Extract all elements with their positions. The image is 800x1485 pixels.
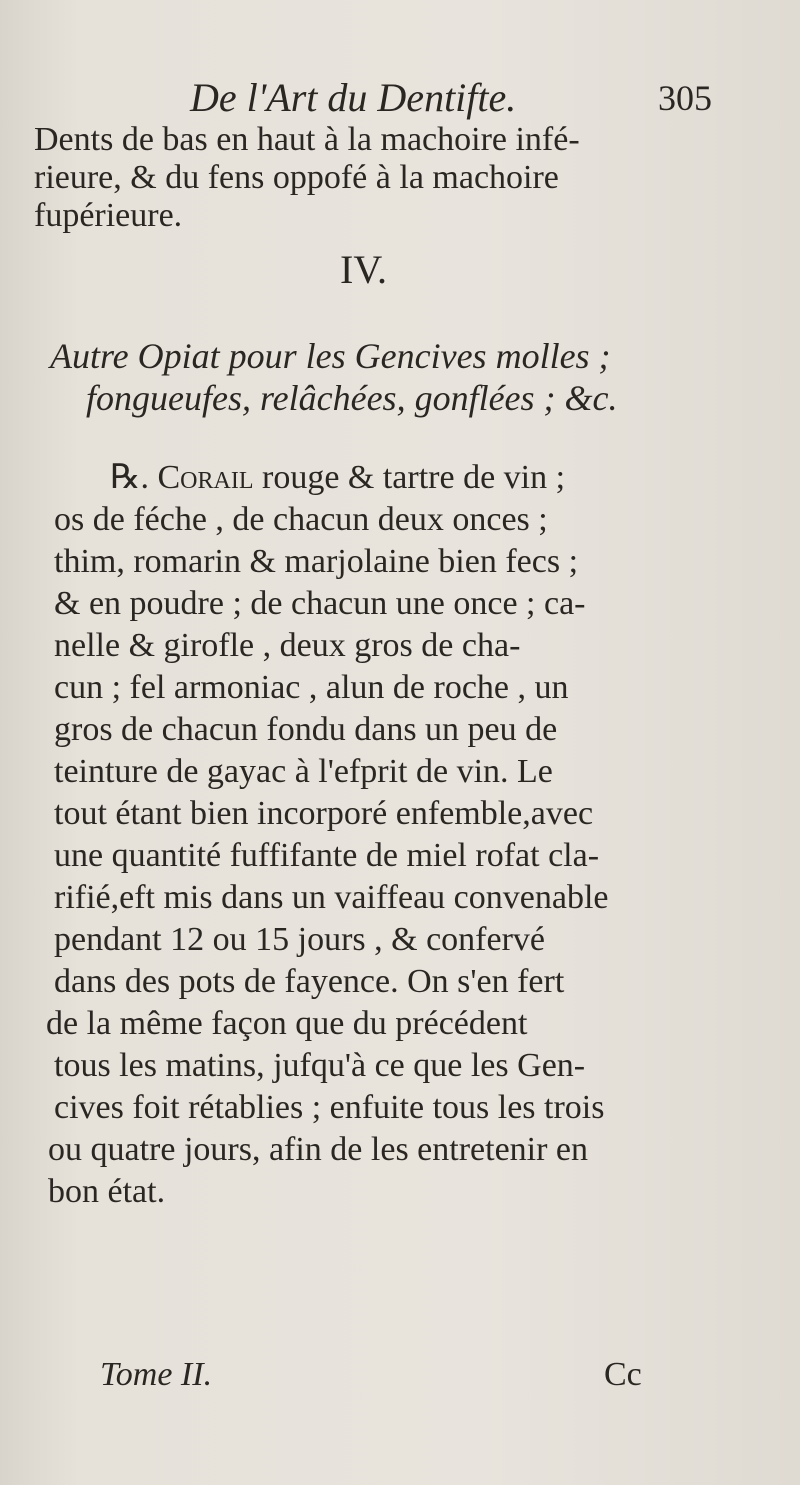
recipe-line-16: ou quatre jours, afin de les entretenir en	[48, 1131, 589, 1168]
page-number: 305	[658, 78, 712, 118]
recipe-line-6: gros de chacun fondu dans un peu de	[54, 711, 558, 748]
recipe-first-line	[110, 458, 565, 498]
recipe-first-line-rest: rouge & tartre de vin ;	[262, 459, 566, 496]
volume-signature: Tome II.	[100, 1356, 213, 1393]
recipe-line-12: dans des pots de fayence. On s'en fert	[54, 963, 565, 1000]
recipe-line-4: nelle & girofle , deux gros de cha-	[54, 627, 521, 664]
recipe-line-9: une quantité fuffifante de miel rofat cla-	[54, 837, 600, 874]
section-title-line-2: fongueufes, relâchées, gonflées ; &c.	[86, 378, 618, 418]
intro-line-2: rieure, & du fens oppofé à la machoire	[34, 159, 559, 196]
recipe-line-13: de la même façon que du précédent	[46, 1005, 528, 1042]
recipe-symbol: ℞.	[110, 459, 149, 496]
recipe-line-3: & en poudre ; de chacun une once ; ca-	[54, 585, 586, 622]
recipe-line-7: teinture de gayac à l'efprit de vin. Le	[54, 753, 553, 790]
recipe-line-8: tout étant bien incorporé enfemble,avec	[54, 795, 594, 832]
recipe-line-5: cun ; fel armoniac , alun de roche , un	[54, 669, 569, 706]
intro-line-1: Dents de bas en haut à la machoire infé-	[34, 121, 580, 158]
recipe-line-14: tous les matins, jufqu'à ce que les Gen-	[54, 1047, 586, 1084]
recipe-line-17: bon état.	[48, 1173, 166, 1210]
recipe-line-2: thim, romarin & marjolaine bien fecs ;	[54, 543, 579, 580]
recipe-line-1: os de féche , de chacun deux onces ;	[54, 501, 548, 538]
running-title: De l'Art du Dentifte.	[190, 75, 517, 120]
intro-line-3: fupérieure.	[34, 197, 183, 234]
recipe-line-11: pendant 12 ou 15 jours , & confervé	[54, 921, 545, 958]
section-number: IV.	[340, 247, 388, 292]
recipe-line-10: rifié,eft mis dans un vaiffeau convenable	[54, 879, 609, 916]
section-title-line-1: Autre Opiat pour les Gencives molles ;	[50, 336, 611, 376]
recipe-line-15: cives foit rétablies ; enfuite tous les trois	[54, 1089, 605, 1126]
recipe-first-word: Corail	[157, 459, 254, 496]
sheet-signature: Cc	[604, 1356, 642, 1393]
